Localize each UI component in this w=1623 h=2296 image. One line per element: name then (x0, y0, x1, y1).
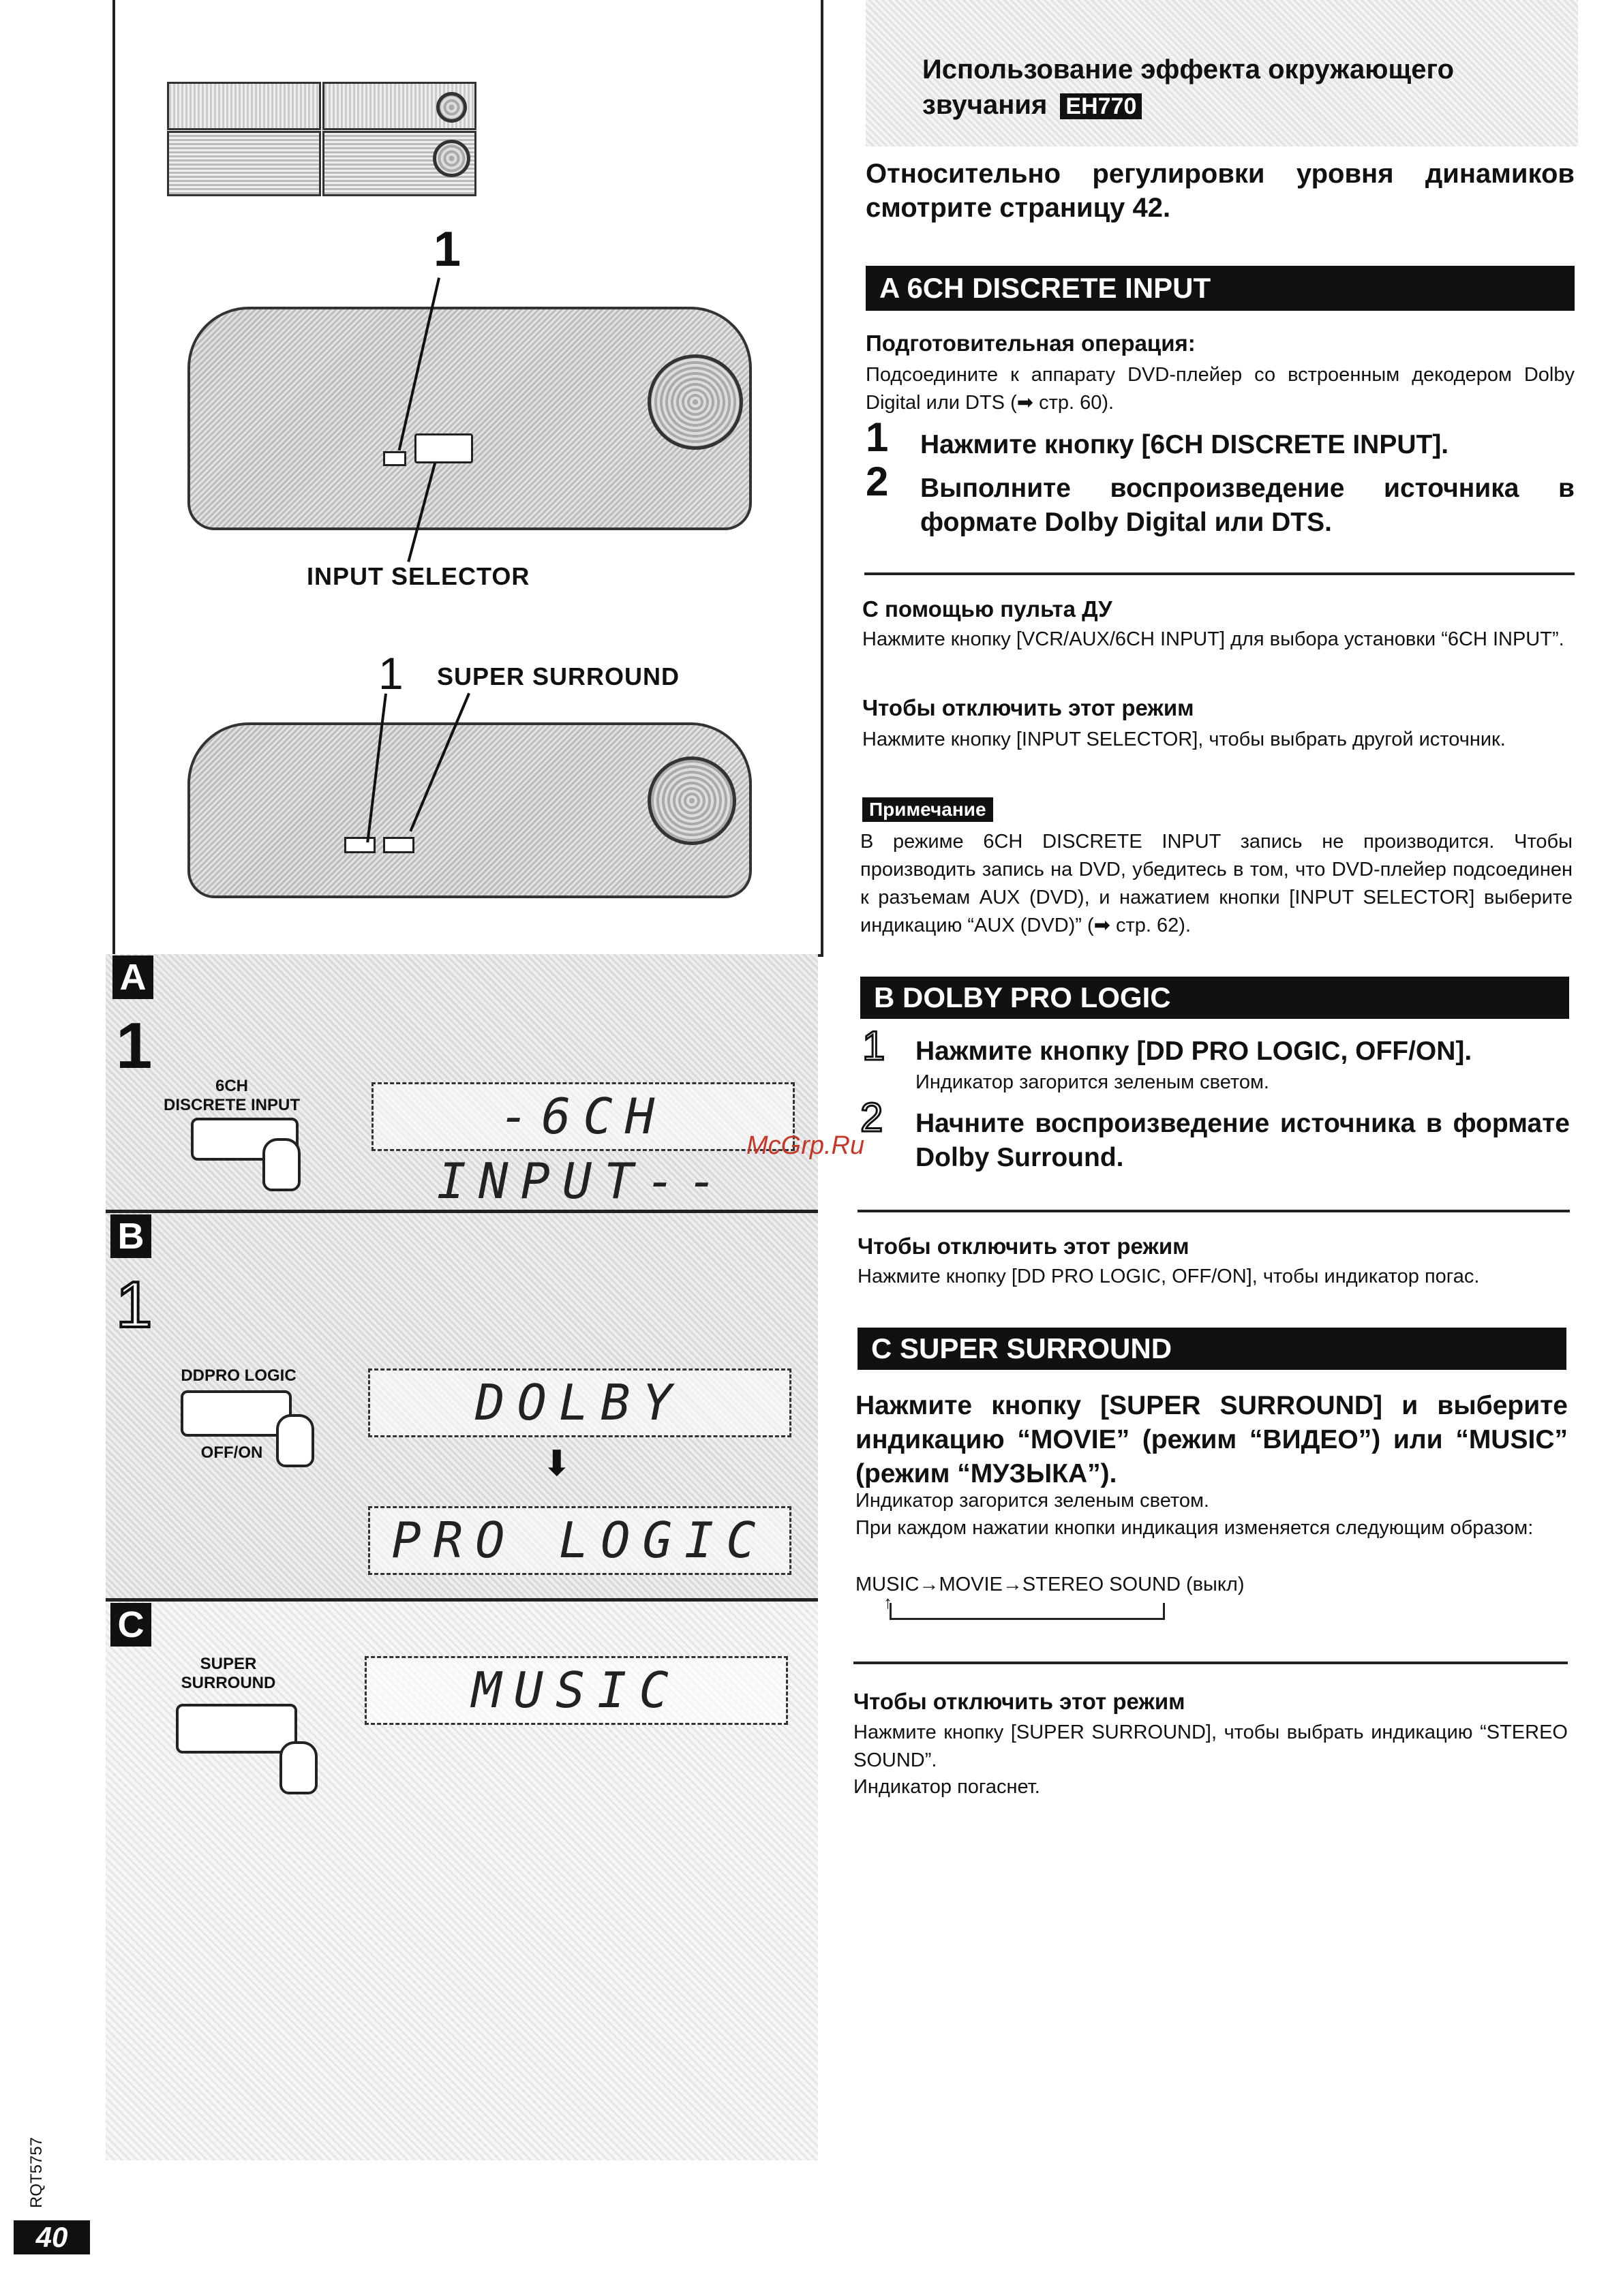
a-off-text: Нажмите кнопку [INPUT SELECTOR], чтобы выбрать другой источник. (862, 729, 1506, 750)
model-badge: EH770 (1060, 93, 1142, 119)
section-a-letter: A (112, 955, 153, 999)
b-off-text: Нажмите кнопку [DD PRO LOGIC, OFF/ON], чтобы индикатор погас. (858, 1266, 1480, 1287)
indicator-led-1 (383, 451, 406, 466)
super-surround-button (383, 837, 414, 853)
pro-logic-caption: DDPRO LOGIC (181, 1366, 297, 1385)
super-surround-button-illustration (176, 1704, 297, 1754)
off-on-caption: OFF/ON (200, 1443, 263, 1462)
a-step2-num: 2 (866, 459, 889, 504)
c-indicator-text: Индикатор загорится зеленым светом. (855, 1490, 1209, 1512)
rule-c1 (853, 1662, 1568, 1664)
input-selector-button (414, 433, 473, 463)
finger-press-icon-c (279, 1741, 318, 1794)
b-step1-num: 1 (862, 1023, 885, 1069)
remote-heading: С помощью пульта ДУ (862, 596, 1112, 622)
note-text: В режиме 6CH DISCRETE INPUT запись не производится. Чтобы производить запись на DVD, убедитесь в том, что DVD-плейер подсоединен к разъемам AUX (DVD), и нажатием кнопки [INPUT SELECTOR] выберите индикацию “AUX (DVD)” (➡ стр. 62). (860, 831, 1573, 936)
c-cycle-return-line (890, 1603, 1165, 1620)
callout-1-top: 1 (434, 222, 462, 277)
a-step2-text: Выполните воспроизведение источника в формате Dolby Digital или DTS. (920, 474, 1575, 537)
prep-heading: Подготовительная операция: (866, 331, 1196, 356)
input-selector-label: INPUT SELECTOR (307, 562, 530, 590)
watermark: McGrp.Ru (746, 1131, 865, 1160)
rule-a1 (864, 572, 1575, 575)
lcd-6ch-input: -6CH INPUT-- (371, 1082, 795, 1151)
pro-logic-button (181, 1390, 292, 1437)
finger-press-icon (262, 1138, 301, 1191)
indicator-led-2 (344, 837, 376, 853)
callout-1-bottom: 1 (378, 648, 404, 699)
c-off-text2: Индикатор погаснет. (853, 1776, 1040, 1798)
super-surround-caption-1: SUPER (200, 1655, 257, 1673)
c-each-press-text: При каждом нажатии кнопки индикация изменяется следующим образом: (855, 1517, 1534, 1539)
rule-b1 (858, 1210, 1570, 1212)
a-step1-num: 1 (866, 414, 889, 460)
note-label: Примечание (862, 797, 993, 822)
super-surround-caption (174, 1655, 283, 1693)
super-surround-label: SUPER SURROUND (437, 662, 680, 690)
super-surround-caption-2: SURROUND (181, 1674, 276, 1692)
lcd-dolby: DOLBY (368, 1368, 791, 1437)
c-main-text: Нажмите кнопку [SUPER SURROUND] и выберите индикацию “MOVIE” (режим “ВИДЕО”) или “MUSIC” (режим “МУЗЫКА”). (855, 1391, 1568, 1488)
section-c-letter: C (110, 1603, 151, 1647)
a-step1-text: Нажмите кнопку [6CH DISCRETE INPUT]. (920, 430, 1449, 459)
page-title-line1: Использование эффекта окружающего (922, 55, 1455, 85)
lcd-pro-logic: PRO LOGIC (368, 1506, 791, 1575)
b-step2-text: Начните воспроизведение источника в формате Dolby Surround. (915, 1109, 1570, 1172)
page-title-word: звучания (922, 90, 1048, 120)
section-a-bar: A 6CH DISCRETE INPUT (866, 266, 1575, 311)
arrow-down-icon: ⬇ (542, 1444, 572, 1484)
intro-text: Относительно регулировки уровня динамиков смотрите страницу 42. (866, 159, 1575, 223)
volume-knob-1 (648, 354, 743, 450)
page-number: 40 (14, 2220, 90, 2254)
section-b-step: 1 (116, 1268, 153, 1341)
lcd-music: MUSIC (365, 1656, 788, 1725)
b-step2-num: 2 (860, 1095, 883, 1140)
remote-text: Нажмите кнопку [VCR/AUX/6CH INPUT] для выбора установки “6CH INPUT”. (862, 628, 1564, 650)
discrete-input-caption-1: 6CH (215, 1077, 248, 1095)
page-title-line2 (922, 90, 1142, 121)
b-off-heading: Чтобы отключить этот режим (858, 1234, 1189, 1259)
volume-knob-2 (648, 756, 736, 845)
c-off-heading: Чтобы отключить этот режим (853, 1689, 1185, 1714)
finger-press-icon-b (276, 1414, 314, 1467)
c-cycle-text: MUSIC→MOVIE→STEREO SOUND (выкл) (855, 1574, 1245, 1595)
c-cycle-return-arrow: ↑ (883, 1592, 892, 1612)
c-off-text: Нажмите кнопку [SUPER SURROUND], чтобы выбрать индикацию “STEREO SOUND”. (853, 1721, 1568, 1771)
b-step1-sub: Индикатор загорится зеленым светом. (915, 1071, 1269, 1093)
discrete-input-caption (164, 1077, 300, 1115)
b-step1-text: Нажмите кнопку [DD PRO LOGIC, OFF/ON]. (915, 1037, 1472, 1066)
section-b-letter: B (110, 1214, 151, 1258)
prep-text: Подсоедините к аппарату DVD-плейер со встроенным декодером Dolby Digital или DTS (➡ стр. 60). (866, 364, 1575, 414)
section-b-bar: B DOLBY PRO LOGIC (860, 977, 1569, 1019)
section-c-bar: C SUPER SURROUND (858, 1328, 1566, 1370)
discrete-input-caption-2: DISCRETE INPUT (164, 1096, 301, 1114)
section-a-step: 1 (116, 1009, 153, 1082)
system-thumbnail (167, 82, 474, 198)
a-off-heading: Чтобы отключить этот режим (862, 695, 1194, 720)
doc-code: RQT5757 (27, 2137, 46, 2208)
